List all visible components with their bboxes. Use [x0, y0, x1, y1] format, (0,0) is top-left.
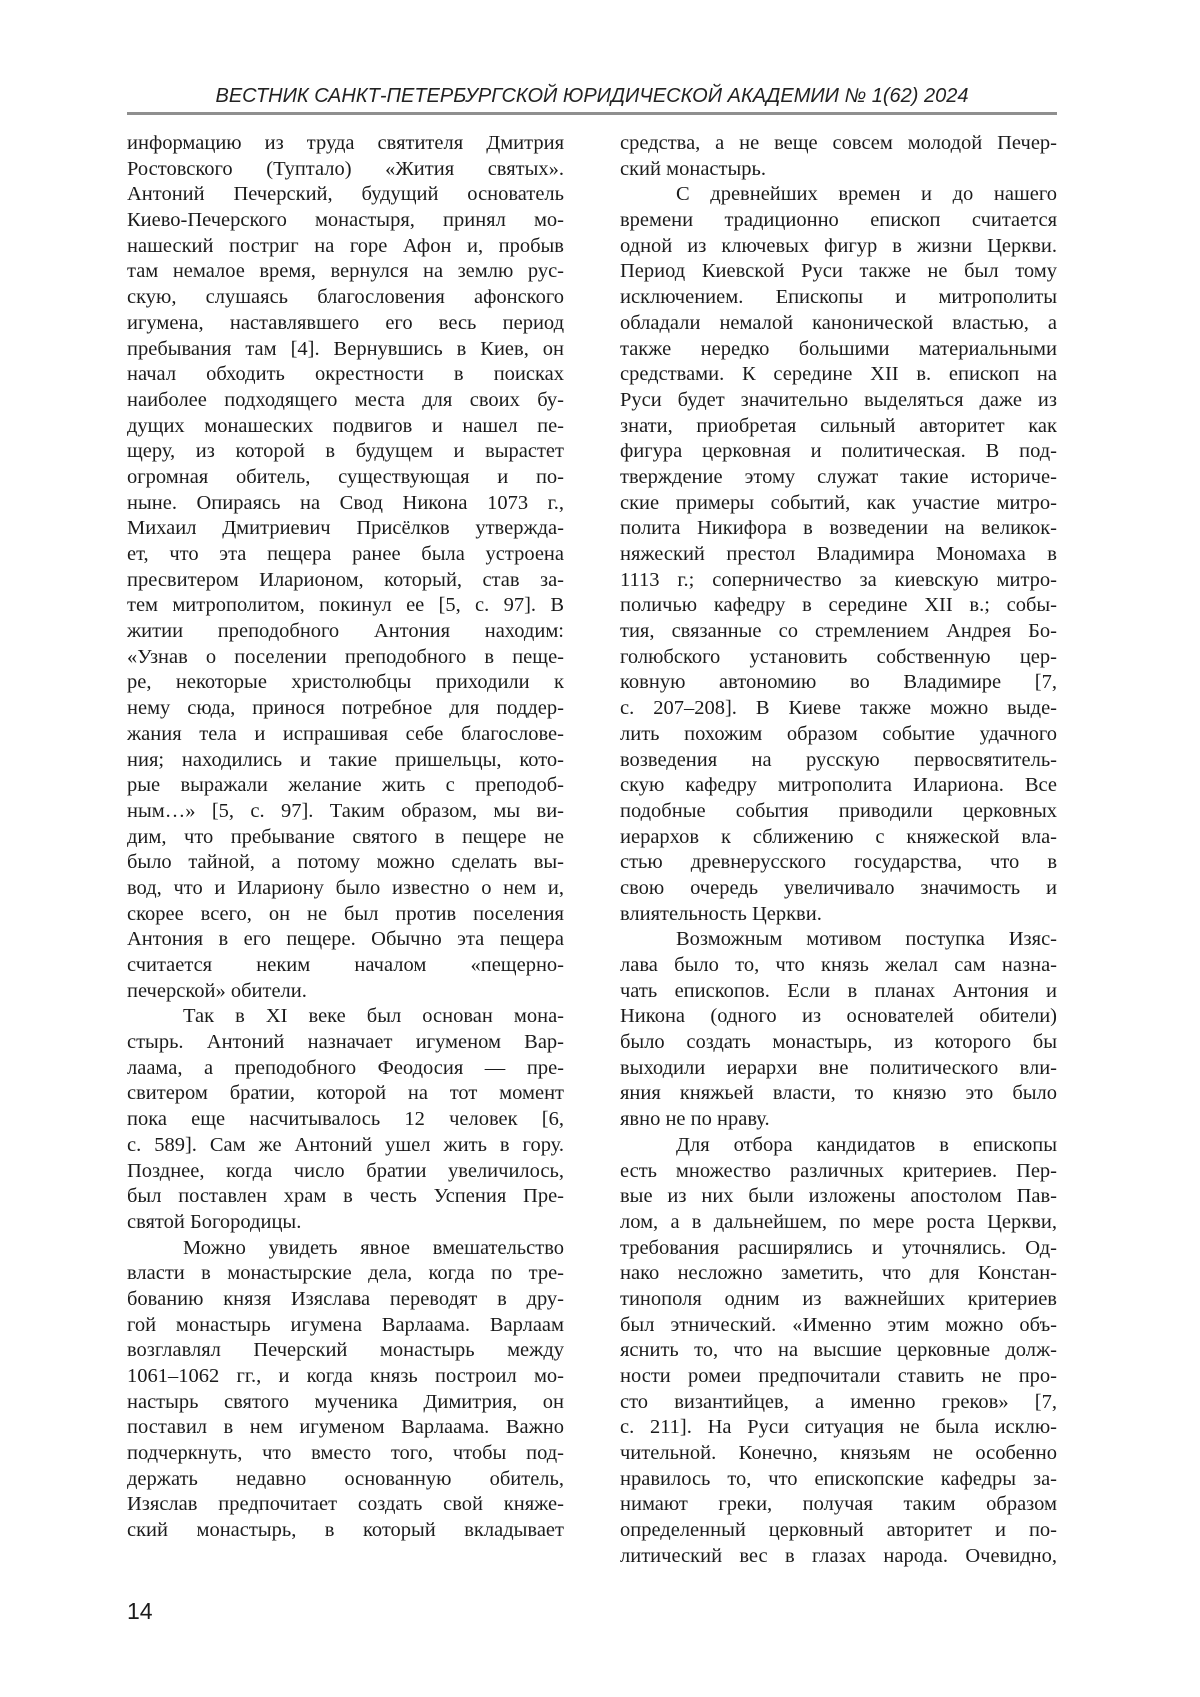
text-line: Период Киевской Руси также не был тому	[620, 260, 1057, 283]
text-line: пресвитером Иларионом, который, став за-	[127, 568, 564, 591]
text-line: нашеский постриг на горе Афон и, пробыв	[127, 234, 564, 257]
text-line: лава было то, что князь желал сам назна-	[620, 954, 1057, 976]
text-line: тинополя одним из важнейших критериев	[620, 1287, 1057, 1310]
text-line: сто византийцев, а именно греков» [7,	[620, 1390, 1057, 1413]
text-line: полита Никифора в возведении на великок-	[620, 517, 1057, 540]
text-line: нимают греки, получая таким образом	[620, 1493, 1057, 1516]
text-line: был этнический. «Именно этим можно объ-	[620, 1313, 1057, 1336]
text-line: огромная обитель, существующая и по-	[127, 465, 564, 488]
text-line: Руси будет значительно выделяться даже из	[620, 388, 1057, 411]
text-line: держать недавно основанную обитель,	[127, 1467, 564, 1490]
text-line: вод, что и Илариону было известно о нем и,	[127, 876, 564, 899]
text-line: стью древнерусского государства, что в	[620, 851, 1057, 874]
text-line: информацию из труда святителя Дмитрия	[127, 132, 564, 154]
text-line: был поставлен храм в честь Успения Пре-	[127, 1185, 564, 1208]
text-line: житии преподобного Антония находим:	[127, 620, 564, 643]
text-line: яснить то, что на высшие церковные долж-	[620, 1339, 1057, 1362]
text-line: поличью кафедру в середине XII в.; собы-	[620, 594, 1057, 617]
text-line: ре, некоторые христолюбцы приходили к	[127, 671, 564, 694]
text-line: выходили иерархи вне политического вли-	[620, 1056, 1057, 1079]
text-line: явно не по нраву.	[620, 1108, 770, 1131]
text-line: скорее всего, он не был против поселения	[127, 902, 564, 925]
text-line: Михаил Дмитриевич Присёлков утвержда-	[127, 517, 564, 540]
text-line: щеру, из которой в будущем и вырастет	[127, 440, 564, 463]
text-line: влиятельность Церкви.	[620, 902, 822, 925]
text-line: дущих монашеских подвигов и нашел пе-	[127, 414, 564, 437]
text-line: чительной. Конечно, князьям не особенно	[620, 1442, 1057, 1465]
text-line: есть множество различных критериев. Пер-	[620, 1159, 1057, 1182]
text-line: Никона (одного из основателей обители)	[620, 1005, 1057, 1028]
text-line: 1113 г.; соперничество за киевскую митро-	[620, 568, 1057, 591]
text-line: скую кафедру митрополита Илариона. Все	[620, 774, 1057, 797]
text-line: с. 211]. На Руси ситуация не была исклю-	[620, 1416, 1057, 1439]
text-line: лаама, а преподобного Феодосия — пре-	[127, 1056, 564, 1079]
text-line: вые из них были изложены апостолом Пав-	[620, 1185, 1057, 1208]
text-line: свою очередь увеличивало значимость и	[620, 876, 1057, 899]
text-line: няжеский престол Владимира Мономаха в	[620, 543, 1057, 565]
text-line: подобные события приводили церковных	[620, 799, 1057, 822]
text-line: времени традиционно епископ считается	[620, 209, 1057, 232]
text-columns	[127, 131, 1057, 1570]
header-rule	[127, 112, 1057, 115]
text-line: С древнейших времен и до нашего	[676, 183, 1057, 206]
text-line: бованию князя Изяслава переводят в дру-	[127, 1287, 564, 1310]
text-line: одной из ключевых фигур в жизни Церкви.	[620, 234, 1057, 257]
text-line: исключением. Епископы и митрополиты	[620, 286, 1057, 309]
text-line: средства, а не веще совсем молодой Печер-	[620, 132, 1057, 154]
text-line: Антоний Печерский, будущий основатель	[127, 183, 564, 206]
text-line: требования расширялись и уточнялись. Од-	[620, 1236, 1057, 1259]
text-line: возглавлял Печерский монастырь между	[127, 1339, 564, 1362]
text-line: с. 589]. Сам же Антоний ушел жить в гору.	[127, 1133, 564, 1156]
text-line: голюбского установить собственную цер-	[620, 645, 1057, 668]
text-line: ский монастырь.	[620, 157, 766, 180]
text-line: было создать монастырь, из которого бы	[620, 1031, 1057, 1054]
text-line: тия, связанные со стремлением Андрея Бо-	[620, 620, 1057, 643]
text-line: ности ромеи предпочитали ставить не про-	[620, 1365, 1057, 1387]
text-line: 1061–1062 гг., и когда князь построил мо-	[127, 1365, 564, 1387]
text-line: ет, что эта пещера ранее была устроена	[127, 543, 564, 565]
text-line: Можно увидеть явное вмешательство	[183, 1236, 564, 1259]
text-line: чать епископов. Если в планах Антония и	[620, 979, 1057, 1002]
text-line: нравилось то, что епископские кафедры за-	[620, 1467, 1057, 1490]
text-line: лом, а в дальнейшем, по мере роста Церкви,	[620, 1210, 1057, 1233]
text-line: подчеркнуть, что вместо того, чтобы под-	[127, 1442, 564, 1465]
left-column	[127, 131, 564, 1570]
text-line: поставил в нем игуменом Варлаама. Важно	[127, 1416, 564, 1439]
text-line: скую, слушаясь благословения афонского	[127, 286, 564, 309]
text-line: яния княжьей власти, то князю это было	[620, 1082, 1057, 1105]
text-line: также нередко большими материальными	[620, 337, 1057, 360]
text-line: ковную автономию во Владимире [7,	[620, 671, 1057, 694]
text-line: иерархов к сближению с княжеской вла-	[620, 825, 1057, 848]
text-line: Возможным мотивом поступка Изяс-	[676, 928, 1057, 951]
text-line: святой Богородицы.	[127, 1210, 302, 1233]
text-line: «Узнав о поселении преподобного в пеще-	[127, 645, 564, 668]
text-line: ныне. Опираясь на Свод Никона 1073 г.,	[127, 491, 564, 514]
text-line: пока еще насчитывалось 12 человек [6,	[127, 1108, 564, 1131]
text-line: Изяслав предпочитает создать свой княже-	[127, 1493, 564, 1516]
text-line: наиболее подходящего места для своих бу-	[127, 388, 564, 411]
text-line: средствами. К середине XII в. епископ на	[620, 363, 1057, 386]
text-line: Позднее, когда число братии увеличилось,	[127, 1159, 564, 1182]
text-line: печерской» обители.	[127, 979, 307, 1002]
text-line: рые выражали желание жить с преподоб-	[127, 774, 564, 797]
text-line: начал обходить окрестности в поисках	[127, 363, 564, 386]
text-line: с. 207–208]. В Киеве также можно выде-	[620, 697, 1057, 720]
page-number: 14	[127, 1598, 153, 1624]
text-line: лить похожим образом событие удачного	[620, 722, 1057, 745]
text-line: свитером братии, которой на тот момент	[127, 1082, 564, 1105]
text-line: фигура церковная и политическая. В под-	[620, 440, 1057, 463]
text-line: Так в XI веке был основан мона-	[183, 1005, 564, 1028]
text-line: обладали немалой канонической властью, а	[620, 311, 1057, 334]
text-line: определенный церковный авторитет и по-	[620, 1519, 1057, 1542]
text-line: Антония в его пещере. Обычно эта пещера	[127, 928, 564, 951]
text-line: нако несложно заметить, что для Констан-	[620, 1262, 1057, 1285]
text-line: знати, приобретая сильный авторитет как	[620, 414, 1057, 437]
text-line: нему сюда, принося потребное для поддер-	[127, 697, 564, 720]
text-line: ния; находились и такие пришельцы, кото-	[127, 748, 564, 771]
text-line: Ростовского (Туптало) «Жития святых».	[127, 157, 564, 180]
text-line: Киево-Печерского монастыря, принял мо-	[127, 209, 564, 232]
text-line: тем митрополитом, покинул ее [5, с. 97]. В	[127, 594, 564, 617]
text-line: стырь. Антоний назначает игуменом Вар-	[127, 1031, 564, 1054]
text-line: ский монастырь, в который вкладывает	[127, 1519, 564, 1542]
text-line: власти в монастырские дела, когда по тре-	[127, 1262, 564, 1285]
text-line: игумена, наставлявшего его весь период	[127, 311, 564, 334]
text-line: было тайной, а потому можно сделать вы-	[127, 851, 564, 874]
text-line: литический вес в глазах народа. Очевидно,	[620, 1544, 1057, 1567]
text-line: дим, что пребывание святого в пещере не	[127, 825, 564, 848]
text-line: тверждение этому служат такие историче-	[620, 465, 1057, 488]
text-line: жания тела и испрашивая себе благослове-	[127, 722, 564, 745]
text-line: Для отбора кандидатов в епископы	[676, 1133, 1057, 1156]
right-column	[620, 131, 1057, 1570]
text-line: ские примеры событий, как участие митро-	[620, 491, 1057, 514]
text-line: ным…» [5, с. 97]. Таким образом, мы ви-	[127, 799, 564, 822]
journal-header-title: ВЕСТНИК САНКТ-ПЕТЕРБУРГСКОЙ ЮРИДИЧЕСКОЙ АКАДЕМИИ № 1(62) 2024	[215, 85, 969, 107]
text-line: возведения на русскую первосвятитель-	[620, 748, 1057, 771]
text-line: пребывания там [4]. Вернувшись в Киев, он	[127, 337, 564, 360]
text-line: считается неким началом «пещерно-	[127, 954, 564, 976]
text-line: гой монастырь игумена Варлаама. Варлаам	[127, 1313, 564, 1336]
text-line: там немалое время, вернулся на землю рус-	[127, 260, 564, 283]
text-line: настырь святого мученика Димитрия, он	[127, 1390, 564, 1413]
